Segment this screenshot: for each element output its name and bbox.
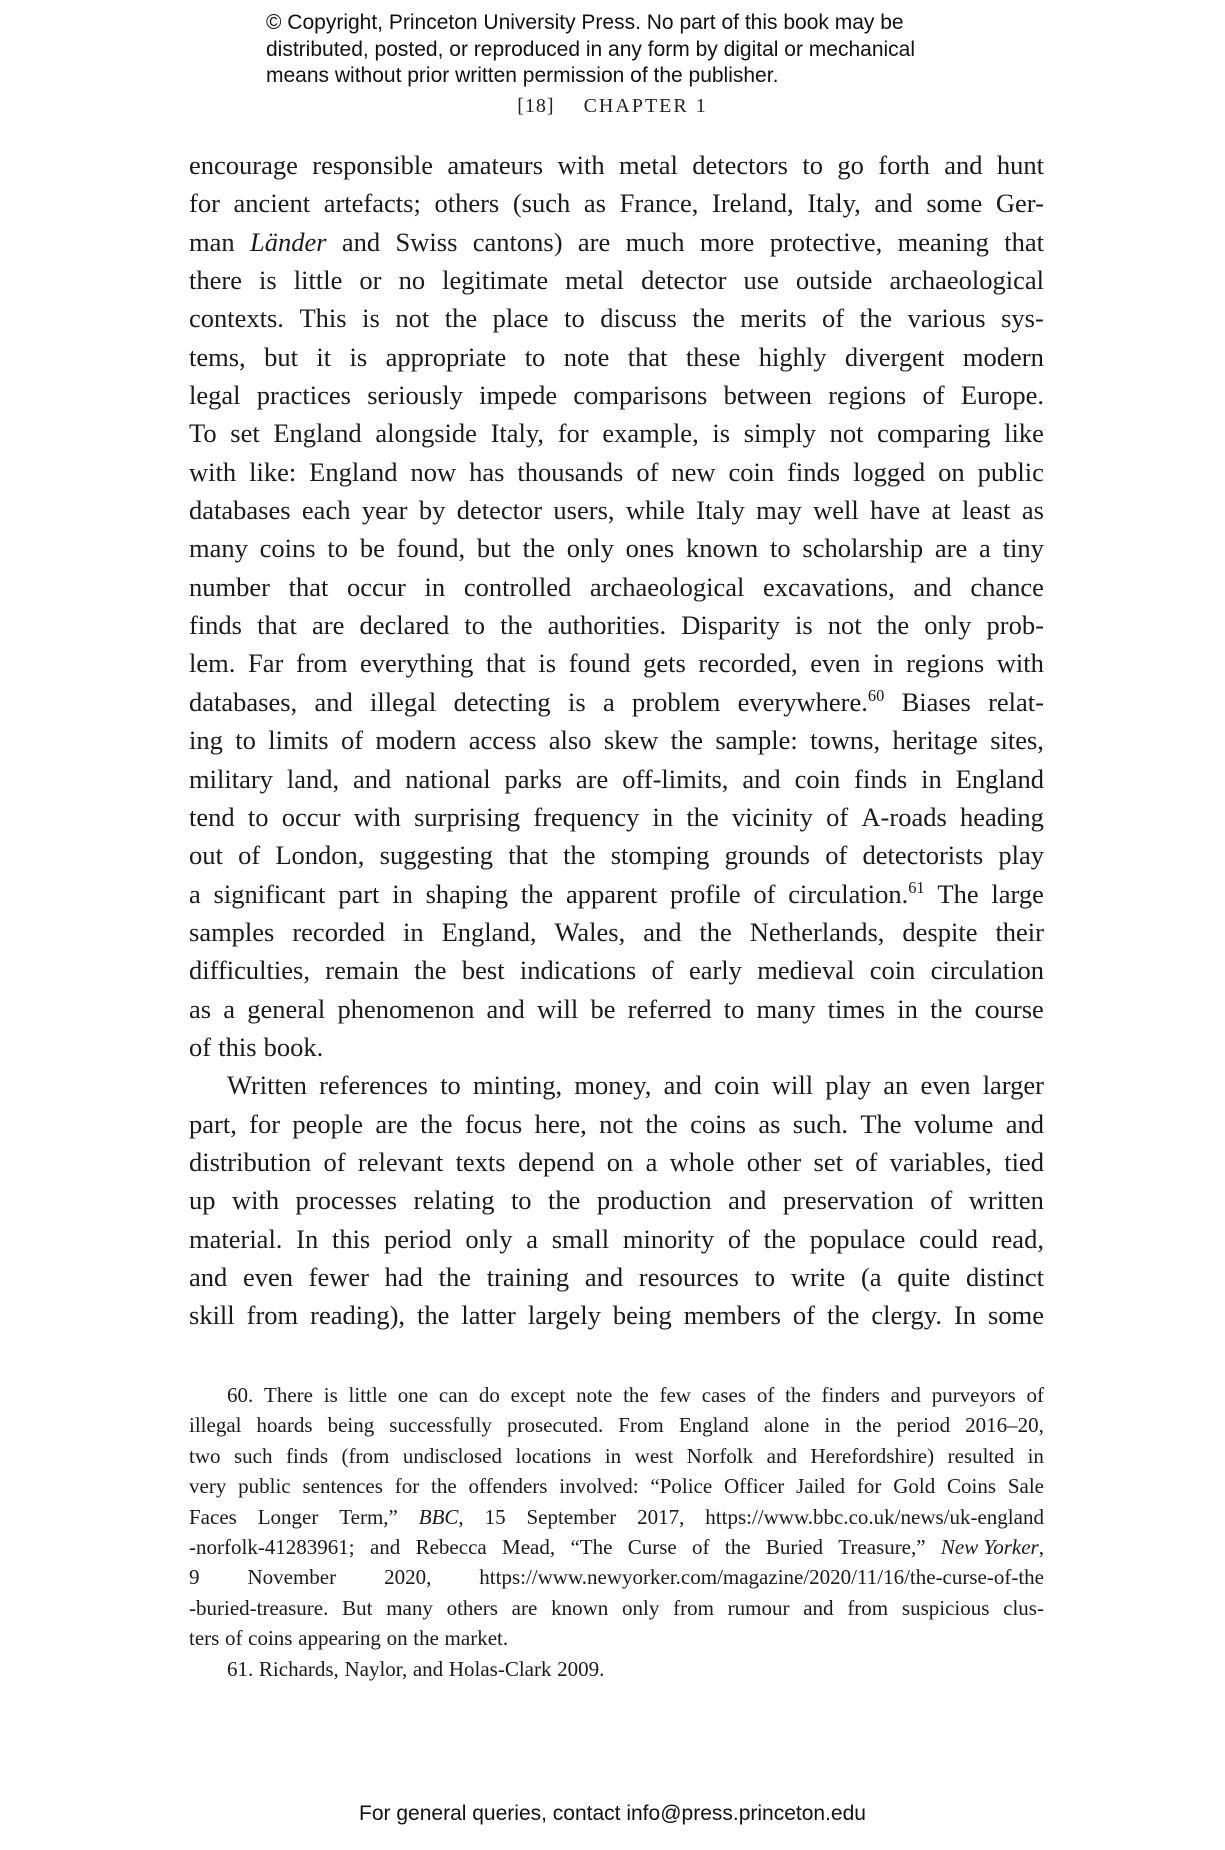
body-text bbox=[189, 146, 1044, 1335]
footnote-line: 60. There is little one can do except note the few cases of the finders and purveyors of bbox=[227, 1383, 1044, 1407]
text-line: for ancient artefacts; others (such as France, Ireland, Italy, and some Ger- bbox=[189, 188, 1044, 219]
text-line: man Länder and Swiss cantons) are much more protective, meaning that bbox=[189, 226, 1044, 257]
text-line: material. In this period only a small minority of the populace could read, bbox=[189, 1223, 1044, 1254]
text-line: many coins to be found, but the only ones known to scholarship are a tiny bbox=[189, 533, 1044, 564]
text-line: difficulties, remain the best indications of early medieval coin circulation bbox=[189, 955, 1044, 986]
footnote-60 bbox=[189, 1380, 1044, 1654]
text-line: To set England alongside Italy, for example, is simply not comparing like bbox=[189, 418, 1044, 449]
text-line: ing to limits of modern access also skew the sample: towns, heritage sites, bbox=[189, 725, 1044, 756]
copyright-line: distributed, posted, or reproduced in any form by digital or mechanical bbox=[266, 37, 916, 61]
contact-footer: For general queries, contact info@press.princeton.edu bbox=[359, 1802, 866, 1825]
text-line: lem. Far from everything that is found gets recorded, even in regions with bbox=[189, 648, 1044, 679]
text-line: there is little or no legitimate metal detector use outside archaeological bbox=[189, 265, 1044, 296]
copyright-line: © Copyright, Princeton University Press. No part of this book may be bbox=[266, 11, 904, 34]
footnote-line: very public sentences for the offenders involved: “Police Officer Jailed for Gold Coins Sale bbox=[189, 1474, 1044, 1499]
footnote-line: -buried-treasure. But many others are known only from rumour and from suspicious clus- bbox=[189, 1595, 1044, 1620]
copyright-line: means without prior written permission of the publisher. bbox=[266, 64, 779, 87]
footnote-line: Faces Longer Term,” BBC, 15 September 2017, https://www.bbc.co.uk/news/uk-england bbox=[189, 1504, 1044, 1529]
text-line: tend to occur with surprising frequency in the vicinity of A-roads heading bbox=[189, 801, 1044, 832]
text-line: Written references to minting, money, and coin will play an even larger bbox=[227, 1070, 1044, 1101]
footnote-ref: 60 bbox=[867, 685, 885, 705]
text-line: number that occur in controlled archaeological excavations, and chance bbox=[189, 571, 1044, 602]
text-line: and even fewer had the training and resources to write (a quite distinct bbox=[189, 1261, 1044, 1292]
text-line: military land, and national parks are off-limits, and coin finds in England bbox=[189, 763, 1044, 794]
text-line: legal practices seriously impede comparisons between regions of Europe. bbox=[189, 380, 1044, 411]
text-line: finds that are declared to the authorities. Disparity is not the only prob- bbox=[189, 610, 1044, 641]
paragraph-2 bbox=[189, 1066, 1044, 1334]
text-line: databases, and illegal detecting is a problem everywhere.$^{60}$ Biases relat- bbox=[189, 685, 1044, 717]
text-line: skill from reading), the latter largely being members of the clergy. In some bbox=[189, 1300, 1044, 1331]
text-line: of this book. bbox=[189, 1031, 324, 1062]
text-line: distribution of relevant texts depend on a whole other set of variables, tied bbox=[189, 1146, 1044, 1177]
text-line: a significant part in shaping the apparent profile of circulation.$^{61}$ The large bbox=[189, 877, 1044, 909]
footnote-ref: 61 bbox=[908, 877, 925, 897]
paragraph-1 bbox=[189, 146, 1044, 1066]
text-line: with like: England now has thousands of new coin finds logged on public bbox=[189, 456, 1044, 487]
footnotes bbox=[189, 1380, 1044, 1684]
running-head bbox=[0, 95, 1225, 118]
text-line: tems, but it is appropriate to note that these highly divergent modern bbox=[189, 341, 1044, 372]
page-number: [18] bbox=[517, 95, 555, 117]
footnote-61 bbox=[189, 1654, 1044, 1684]
footnote-line: 9 November 2020, https://www.newyorker.com/magazine/2020/11/16/the-curse-of-the bbox=[189, 1565, 1044, 1590]
text-line: out of London, suggesting that the stomping grounds of detectorists play bbox=[189, 840, 1044, 871]
text-line: databases each year by detector users, while Italy may well have at least as bbox=[189, 495, 1044, 526]
footnote-line: -norfolk-41283961; and Rebecca Mead, “The Curse of the Buried Treasure,” New Yorker, bbox=[189, 1534, 1044, 1559]
footnote-line: illegal hoards being successfully prosecuted. From England alone in the period 2016–20, bbox=[189, 1413, 1044, 1438]
text-line: part, for people are the focus here, not the coins as such. The volume and bbox=[189, 1108, 1044, 1139]
copyright-notice bbox=[266, 10, 966, 90]
text-line: samples recorded in England, Wales, and the Netherlands, despite their bbox=[189, 916, 1044, 947]
text-line: contexts. This is not the place to discuss the merits of the various sys- bbox=[189, 303, 1044, 334]
footnote-line: ters of coins appearing on the market. bbox=[189, 1626, 509, 1651]
footnote-line: two such finds (from undisclosed locations in west Norfolk and Herefordshire) resulted in bbox=[189, 1443, 1044, 1468]
chapter-label: CHAPTER 1 bbox=[583, 95, 708, 117]
text-line: encourage responsible amateurs with metal detectors to go forth and hunt bbox=[189, 150, 1044, 180]
text-line: up with processes relating to the production and preservation of written bbox=[189, 1185, 1044, 1216]
text-line: as a general phenomenon and will be referred to many times in the course bbox=[189, 993, 1044, 1024]
footnote-line: 61. Richards, Naylor, and Holas-Clark 2009. bbox=[227, 1656, 605, 1681]
